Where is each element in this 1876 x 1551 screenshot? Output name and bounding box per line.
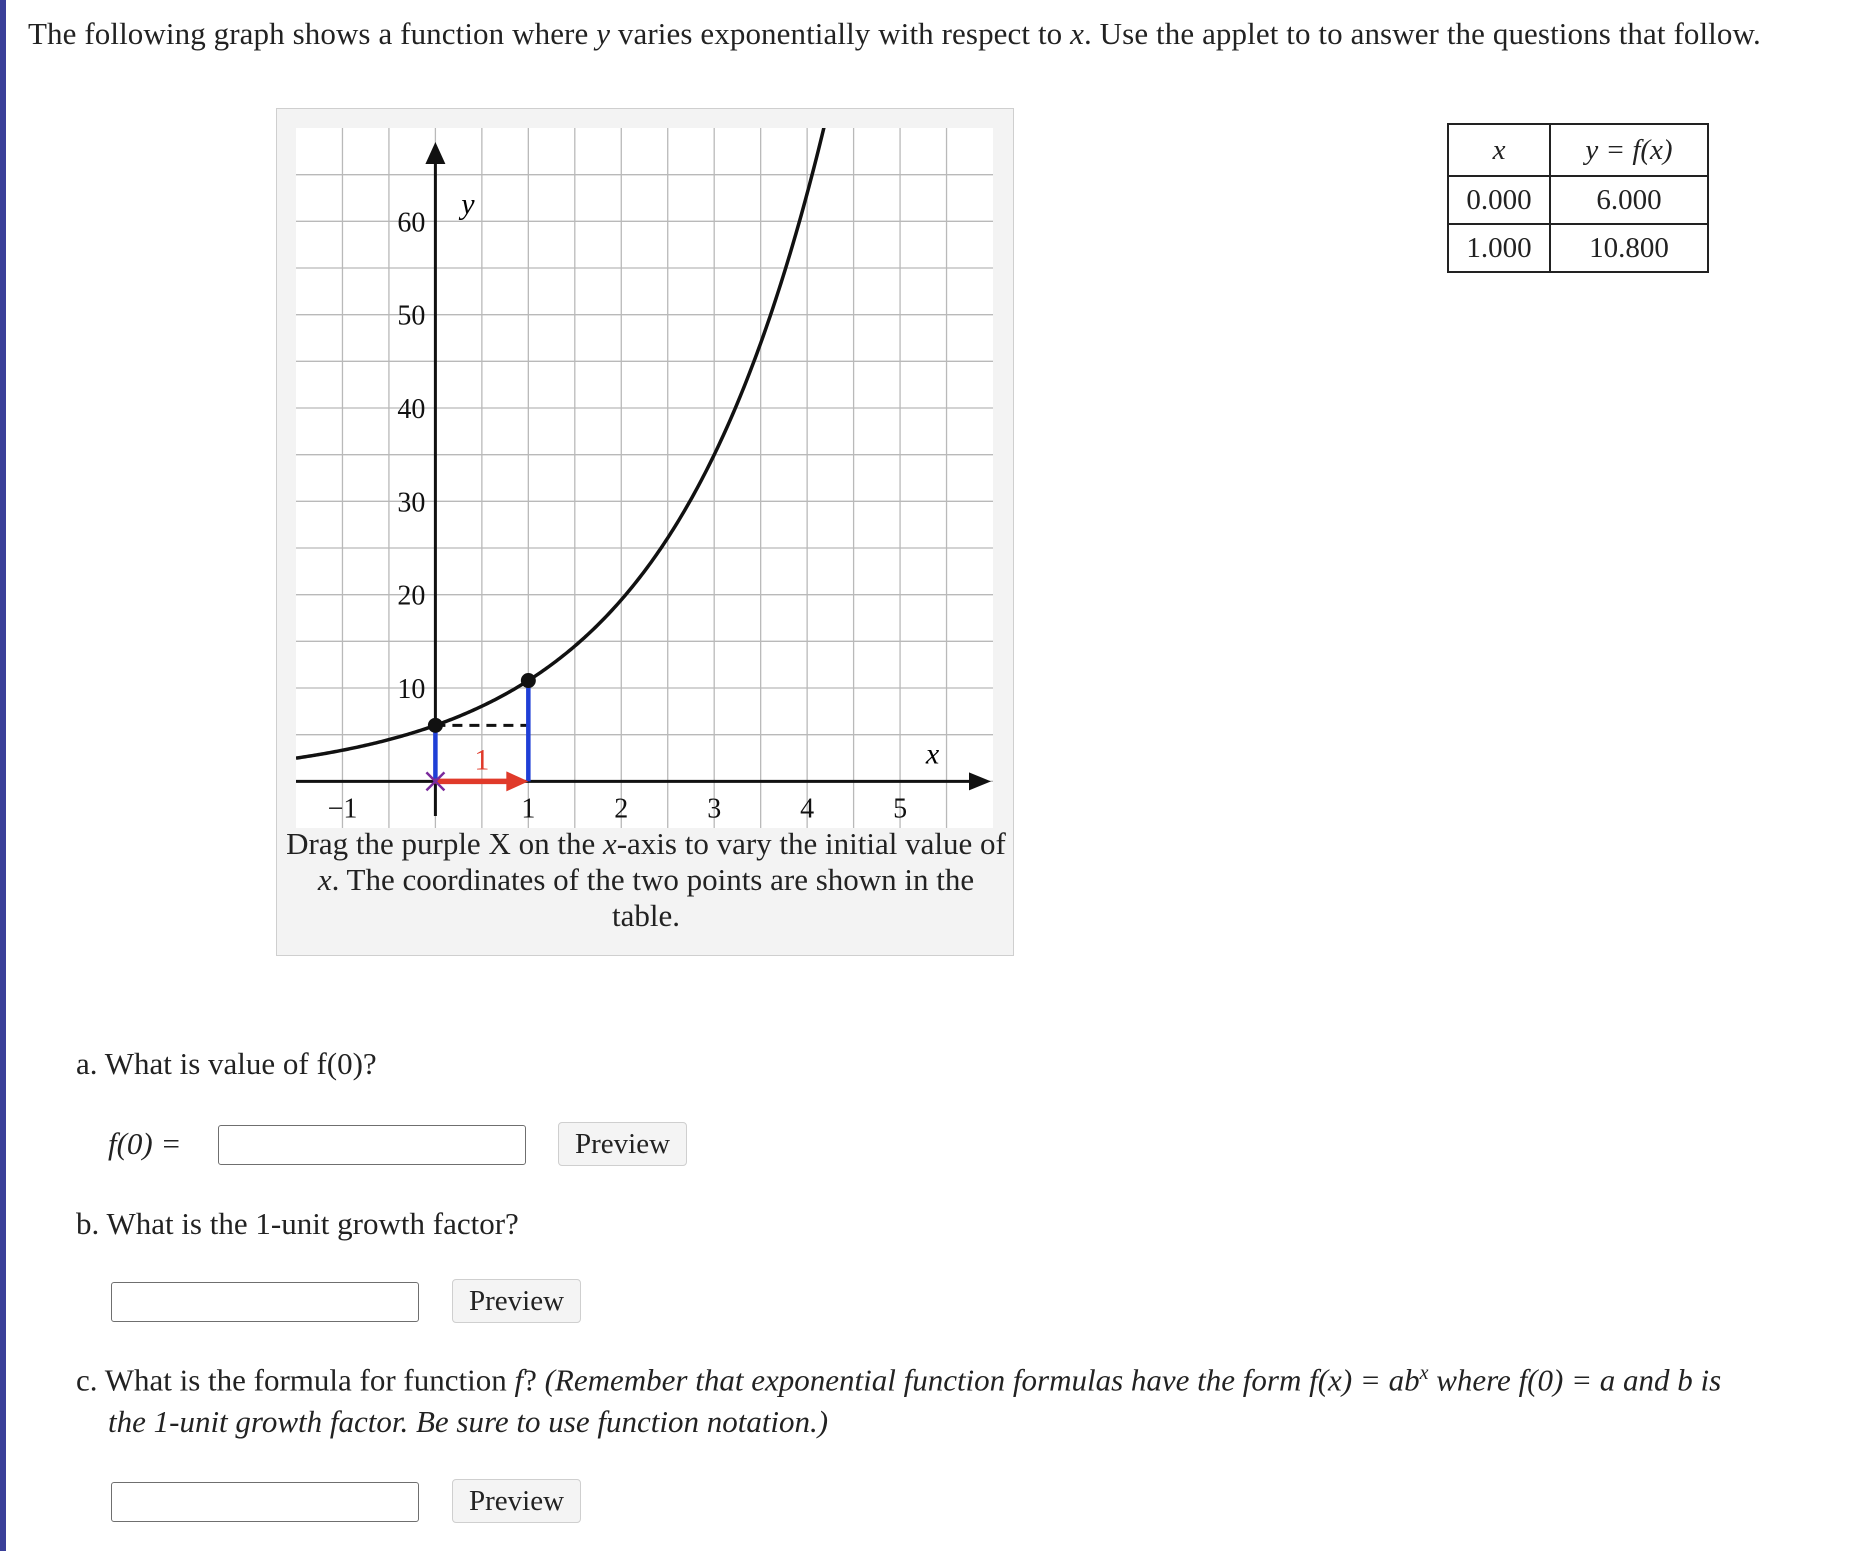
exponential-curve: [296, 128, 828, 758]
formula-input[interactable]: [111, 1482, 419, 1522]
graph-svg: [296, 128, 993, 828]
table-header-y: y = f(x): [1550, 124, 1708, 176]
f0-input[interactable]: [218, 1125, 526, 1165]
growth-factor-input[interactable]: [111, 1282, 419, 1322]
x-axis-arrow: [969, 772, 991, 790]
preview-button-b[interactable]: Preview: [452, 1279, 581, 1323]
intro-text: The following graph shows a function where y varies exponentially with respect to x. Use the applet to to answer the questions that follow.: [28, 16, 1761, 51]
point-x0: [428, 718, 443, 733]
graph-caption: Drag the purple X on the x-axis to vary the initial value of x. The coordinates of the two points are shown in the table.: [286, 826, 1006, 933]
y-tick-label: 20: [397, 580, 426, 612]
point-x1: [521, 673, 536, 688]
y-tick-label: 10: [397, 674, 426, 705]
coordinates-table: [1447, 123, 1709, 273]
question-c-hint: the 1-unit growth factor. Be sure to use function notation.): [108, 1404, 829, 1439]
x-tick-label: 1: [521, 793, 536, 825]
question-a: a. What is value of f(0)?: [76, 1046, 377, 1081]
table-row: 1.000 10.800: [1448, 224, 1708, 272]
left-border: [0, 0, 6, 1551]
question-c: c. What is the formula for function f? (Remember that exponential function formulas have the form $f(x) = ab^x$ where f(0) = a and b is: [76, 1362, 1722, 1398]
table-header-x: x: [1448, 124, 1550, 176]
y-tick-label: 40: [397, 394, 426, 425]
x-tick-label: 5: [893, 793, 908, 825]
preview-button-c[interactable]: Preview: [452, 1479, 581, 1523]
x-tick-label: 2: [614, 793, 629, 825]
x-tick-label: 4: [800, 793, 815, 825]
x-tick-label: −1: [327, 793, 358, 825]
x-axis-label: x: [925, 737, 940, 771]
graph-plot: [296, 128, 993, 828]
table-row: 0.000 6.000: [1448, 176, 1708, 224]
y-axis-label: y: [461, 187, 475, 221]
y-tick-label: 30: [397, 487, 426, 519]
preview-button-a[interactable]: Preview: [558, 1122, 687, 1166]
step-label: 1: [474, 743, 490, 777]
axes: [296, 142, 991, 816]
x-tick-label: 3: [707, 793, 722, 825]
step-arrowhead: [506, 771, 528, 791]
y-axis-arrow: [425, 142, 445, 164]
y-tick-label: 50: [397, 300, 426, 332]
y-tick-label: 60: [397, 207, 426, 239]
f0-label: f(0) =: [108, 1126, 182, 1161]
question-b: b. What is the 1-unit growth factor?: [76, 1206, 519, 1241]
